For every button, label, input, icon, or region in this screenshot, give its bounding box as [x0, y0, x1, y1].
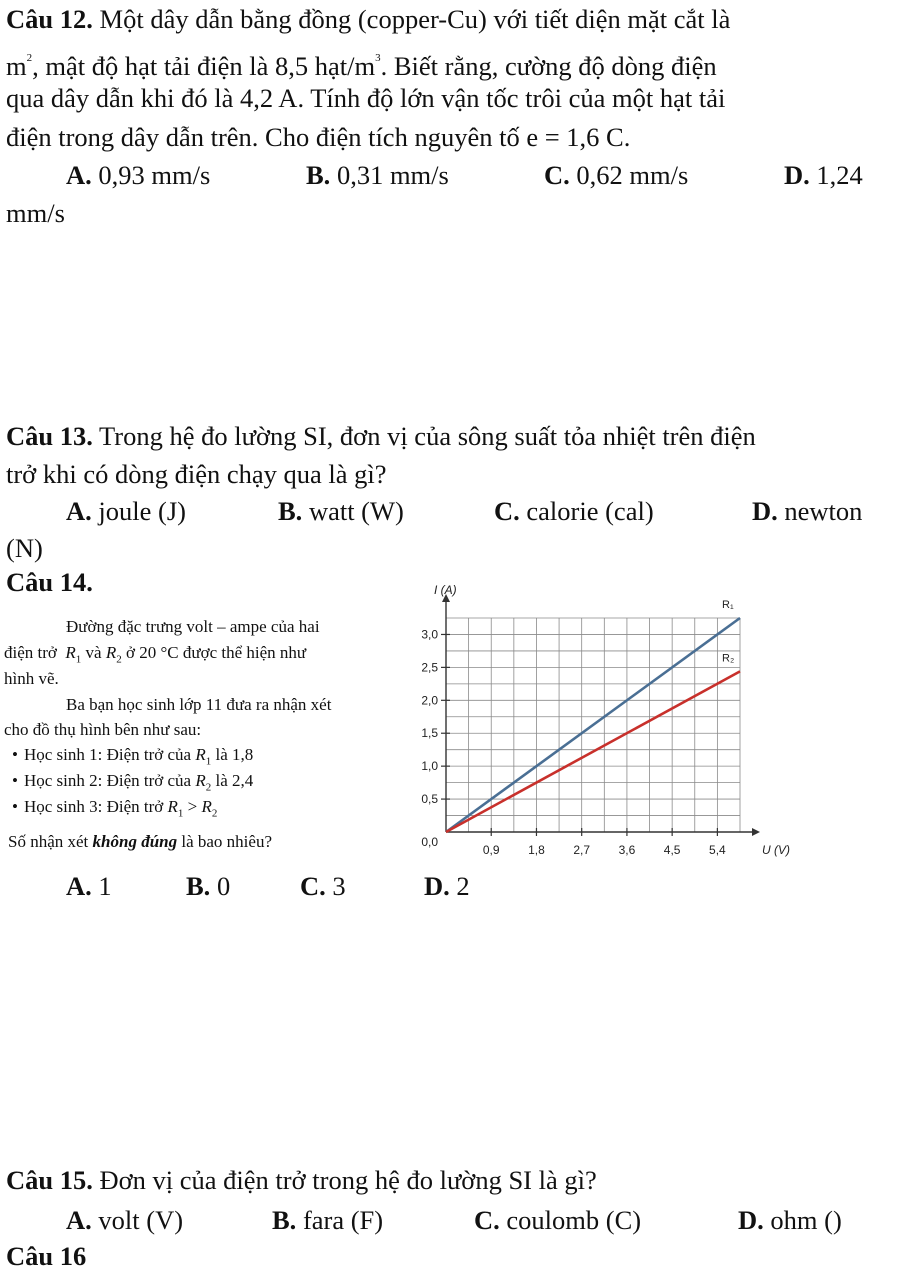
q12-line-1: Câu 12. Một dây dẫn bằng đồng (copper-Cu) với tiết diện mặt cắt là [6, 4, 731, 34]
x-axis-label: U (V) [762, 843, 790, 857]
iv-chart [410, 583, 800, 870]
x-tick-label: 4,5 [663, 843, 681, 857]
q15-option-d[interactable]: D. ohm () [738, 1205, 842, 1235]
q12-option-d[interactable]: D. 1,24 [784, 160, 863, 190]
y-tick-label: 1,0 [421, 759, 438, 774]
q13-option-d[interactable]: D. newton [752, 496, 863, 526]
q14-label: Câu 14. [6, 567, 93, 597]
series-label-r1: R₁ [722, 599, 734, 611]
q16-label-cut: Câu 16 [6, 1241, 87, 1271]
x-tick-label: 3,6 [618, 843, 636, 857]
series-line-r1 [446, 618, 740, 832]
x-tick-label: 5,4 [709, 843, 726, 857]
q13-option-d-cont: (N) [6, 533, 43, 563]
q13-option-c[interactable]: C. calorie (cal) [494, 496, 654, 526]
q12-line-2: $m^2$, mật độ hạt tải điện là 8,5 hạt/$m^3$. Biết rằng, cường độ dòng điện [6, 51, 717, 81]
q13-line-2: trở khi có dòng điện chạy qua là gì? [6, 459, 387, 489]
q13-label: Câu 13. [6, 421, 93, 451]
q14-para-1: Đường đặc trưng volt – ampe của hai [66, 617, 320, 636]
q15-label: Câu 15. [6, 1165, 93, 1195]
q13-option-b[interactable]: B. watt (W) [278, 496, 404, 526]
q12-line-3: qua dây dẫn khi đó là 4,2 A. Tính độ lớn vận tốc trôi của một hạt tải [6, 83, 726, 113]
q15-option-c[interactable]: C. coulomb (C) [474, 1205, 642, 1235]
y-tick-label: 3,0 [421, 627, 438, 642]
series-label-r2: R₂ [722, 652, 735, 665]
q14-para-4: Ba bạn học sinh lớp 11 đưa ra nhận xét [66, 695, 332, 714]
q12-option-d-cont: mm/s [6, 198, 65, 228]
y-tick-label: 0,0 [421, 835, 438, 849]
q14-student-3: • Học sinh 3: Điện trở $R_1 > R_2$ [12, 796, 217, 824]
q12-label: Câu 12. [6, 4, 93, 34]
q14-student-1: • Học sinh 1: Điện trở của $R_1$ là 1,8 [12, 744, 253, 772]
q12-option-b[interactable]: B. 0,31 mm/s [306, 160, 449, 190]
q14-para-5: cho đồ thụ hình bên như sau: [4, 720, 202, 739]
x-tick-label: 2,7 [573, 843, 591, 857]
q14-option-b[interactable]: B. 0 [186, 871, 231, 901]
series-line-r2 [446, 671, 740, 832]
q14-option-a[interactable]: A. 1 [66, 871, 112, 901]
q14-option-d[interactable]: D. 2 [424, 871, 470, 901]
q14-question: Số nhận xét không đúng là bao nhiêu? [8, 832, 272, 851]
x-axis-arrow [752, 828, 760, 836]
y-tick-label: 2,0 [421, 693, 438, 708]
q14-para-2: điện trở $R_1$ và $R_2$ ở 20 °C được thể hiện như [4, 643, 307, 666]
y-tick-label: 2,5 [421, 660, 438, 675]
y-tick-label: 0,5 [421, 792, 438, 807]
y-tick-label: 1,5 [421, 726, 438, 741]
q13-option-a[interactable]: A. joule (J) [66, 496, 186, 526]
q13-line-1: Câu 13. Trong hệ đo lường SI, đơn vị của sông suất tỏa nhiệt trên điện [6, 421, 756, 451]
q14-option-c[interactable]: C. 3 [300, 871, 346, 901]
q15-line-1: Câu 15. Đơn vị của điện trở trong hệ đo lường SI là gì? [6, 1165, 597, 1195]
x-tick-label: 0,9 [482, 843, 500, 857]
q12-option-a[interactable]: A. 0,93 mm/s [66, 160, 211, 190]
q12-option-c[interactable]: C. 0,62 mm/s [544, 160, 689, 190]
y-axis-label: I (A) [434, 583, 457, 597]
q14-para-3: hình vẽ. [4, 669, 59, 688]
q15-option-b[interactable]: B. fara (F) [272, 1205, 384, 1235]
q15-option-a[interactable]: A. volt (V) [66, 1205, 184, 1235]
q12-line-4: điện trong dây dẫn trên. Cho điện tích nguyên tố e = 1,6 C. [6, 122, 631, 152]
q14-student-2: • Học sinh 2: Điện trở của $R_2$ là 2,4 [12, 770, 253, 798]
x-tick-label: 1,8 [528, 843, 545, 857]
